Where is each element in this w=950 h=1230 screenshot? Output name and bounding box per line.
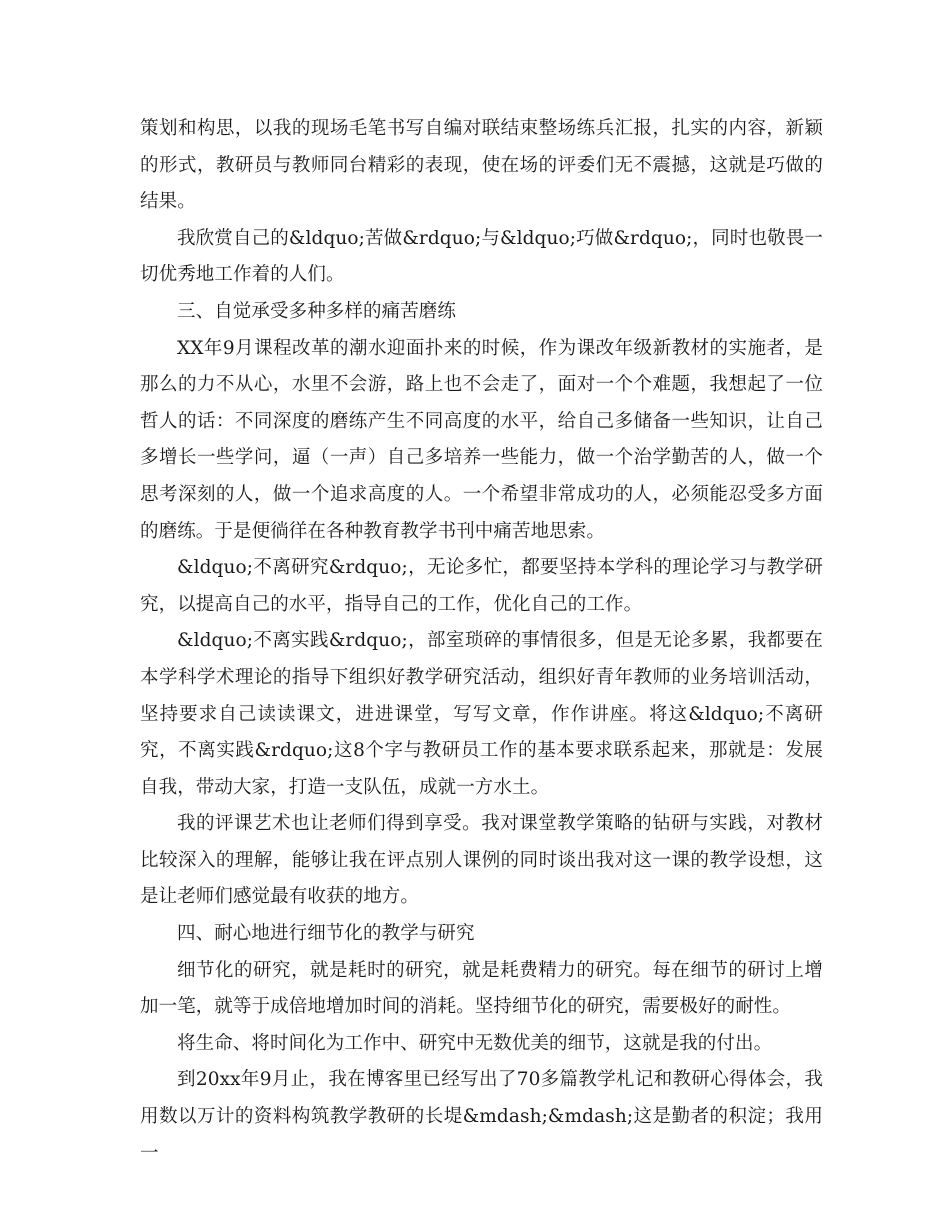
document-body [140,111,823,1172]
paragraph-2: 我欣赏自己的&ldquo;苦做&rdquo;与&ldquo;巧做&rdquo;，同时也敬畏一切优秀地工作着的人们。 [140,227,823,286]
paragraph-11: 到20xx年9月止，我在博客里已经写出了70多篇教学札记和教研心得体会，我用数以万计的资料构筑教学教研的长堤&mdash;&mdash;这是勤者的积淀；我用一 [140,1069,823,1164]
section-heading-4: 四、耐心地进行细节化的教学与研究 [177,923,475,945]
paragraph-4: XX年9月课程改革的潮水迎面扑来的时候，作为课改年级新教材的实施者，是那么的力不从心，水里不会游，路上也不会走了，面对一个个难题，我想起了一位哲人的话：不同深度的磨练产生不同高度的水平，给自己多储备一些知识，让自己多增长一些学问，逼（一声）自己多培养一些能力，做一个治学勤苦的人，做一个思考深刻的人，做一个追求高度的人。一个希望非常成功的人，必须能忍受多方面的磨练。于是便徜徉在各种教育教学书刊中痛苦地思索。 [140,337,823,542]
paragraph-10: 将生命、将时间化为工作中、研究中无数优美的细节，这就是我的付出。 [177,1032,773,1054]
paragraph-6: &ldquo;不离实践&rdquo;，部室琐碎的事情很多，但是无论多累，我都要在本学科学术理论的指导下组织好教学研究活动，组织好青年教师的业务培训活动，坚持要求自己读读课文，进进课堂，写写文章，作作讲座。将这&ldquo;不离研究，不离实践&rdquo;这8个字与教研员工作的基本要求联系起来，那就是：发展自我，带动大家，打造一支队伍，成就一方水土。 [140,630,823,798]
paragraph-1: 策划和构思，以我的现场毛笔书写自编对联结束整场练兵汇报，扎实的内容，新颖的形式，教研员与教师同台精彩的表现，使在场的评委们无不震撼，这就是巧做的结果。 [140,118,823,213]
paragraph-9: 细节化的研究，就是耗时的研究，就是耗费精力的研究。每在细节的研讨上增加一笔，就等于成倍地增加时间的消耗。坚持细节化的研究，需要极好的耐性。 [140,959,823,1018]
paragraph-7: 我的评课艺术也让老师们得到享受。我对课堂教学策略的钻研与实践，对教材比较深入的理解，能够让我在评点别人课例的同时谈出我对这一课的教学设想，这是让老师们感觉最有收获的地方。 [140,813,823,908]
paragraph-5: &ldquo;不离研究&rdquo;，无论多忙，都要坚持本学科的理论学习与教学研究，以提高自己的水平，指导自己的工作，优化自己的工作。 [140,557,823,615]
section-heading-3: 三、自觉承受多种多样的痛苦磨练 [177,300,457,322]
